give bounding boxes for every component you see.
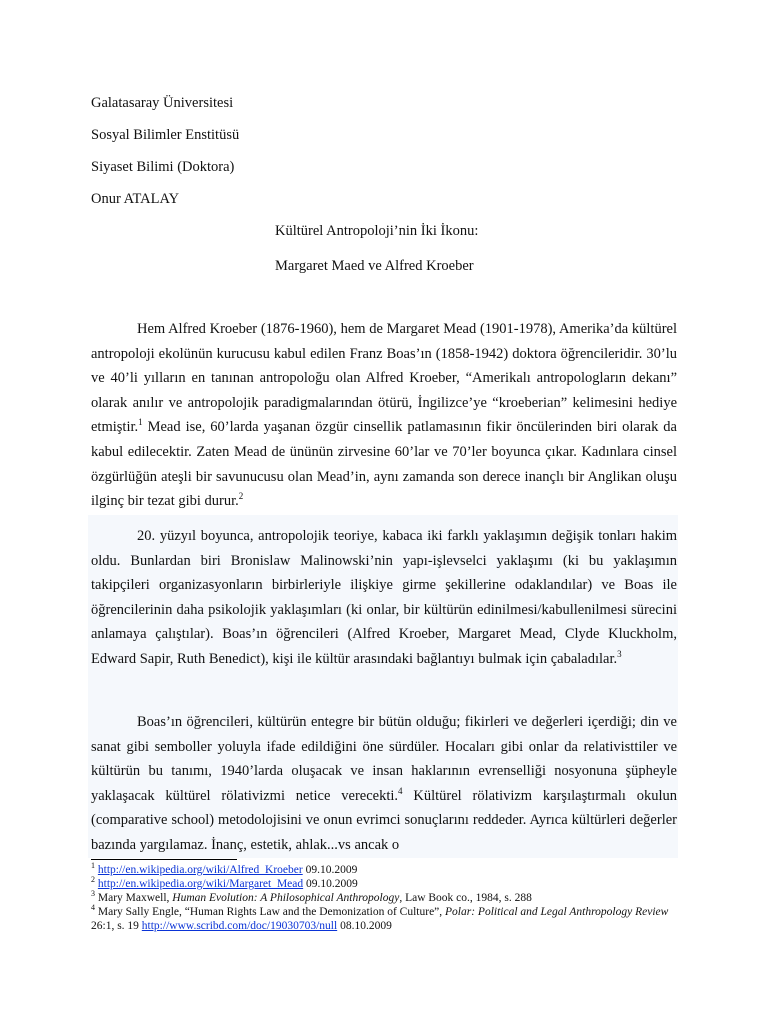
footnote-4: $^4$ Mary Sally Engle, “Human Rights Law and the Demonization of Culture”, Polar: Political and Legal Anthropology Review 26:1, s. 19 http://www.scribd.com/doc/19030703/null 08.10.2009 xyxy=(91,903,669,932)
footnote-3: $^3$ Mary Maxwell, Human Evolution: A Philosophical Anthropology, Law Book co., 1984, s. 288 xyxy=(91,889,532,904)
footnote-ref-4[interactable]: 4 xyxy=(398,785,403,796)
footnote-4-link[interactable]: http://www.scribd.com/doc/19030703/null xyxy=(141,919,338,932)
footnote-2-link[interactable]: http://en.wikipedia.org/wiki/Margaret_Mead xyxy=(97,878,304,890)
author-name: Onur ATALAY xyxy=(91,191,180,207)
footnote-1: $^1$ http://en.wikipedia.org/wiki/Alfred_Kroeber 09.10.2009 xyxy=(91,861,358,876)
institute-name: Sosyal Bilimler Enstitüsü xyxy=(91,127,240,143)
footnote-1-link[interactable]: http://en.wikipedia.org/wiki/Alfred_Kroeber xyxy=(97,864,303,876)
paragraph-1: Hem Alfred Kroeber (1876-1960), hem de Margaret Mead (1901-1978), Amerika’da kültürel antropoloji ekolünün kurucusu kabul edilen Franz Boas’ın (1858-1942) doktora öğrencileridir. 30’lu ve 40’li yılların en tanınan antropoloğu olan Alfred Kroeber, “Amerikalı antropologların dekanı” olarak anılır ve antropolojik paradigmalarından ötürü, İngilizce’ye “kroeberian” kelimesini hediye etmiştir.$^1$ Mead ise, 60’larda yaşanan özgür cinsellik patlamasının fikir öncülerinden biri olarak da kabul edilecektir. Zaten Mead de ününün zirvesine 60’lar ve 70’ler boyunca çıkar. Kadınlara cinsel özgürlüğün ateşli bir savunucusu olan Mead’in, aynı zamanda son derece inançlı bir Anglikan oluşu ilginç bir tezat gibi durur.$^2$ xyxy=(91,321,677,510)
university-name: Galatasaray Üniversitesi xyxy=(91,95,234,111)
footnote-ref-2[interactable]: 2 xyxy=(238,491,244,502)
paragraph-3: Boas’ın öğrencileri, kültürün entegre bir bütün olduğu; fikirleri ve değerleri içerdiği; din ve sanat gibi semboller yoluyla ifade edildiğini öne sürdüler. Hocaları gibi onlar da relativisttiler ve kültürün bu tanımı, 1940’larda oluşacak ve insan haklarının evrenselliği nosyonuna şüpheyle yaklaşacak kültürel rölativizmi netice verecekti.$^4$ Kültürel rölativizm karşılaştırmalı okulun (comparative school) metodolojisini ve onun evrimci sonuçlarını reddeder. Ayrıca kültürleri değerler bazında yargılamaz. İnanç, estetik, ahlak...vs ancak o xyxy=(91,714,677,853)
paragraph-2: 20. yüzyıl boyunca, antropolojik teoriye, kabaca iki farklı yaklaşımın değişik tonları hakim oldu. Bunlardan biri Bronislaw Malinowski’nin yapı-işlevselci yaklaşımı (ki bu yaklaşımın takipçileri organizasyonların birbirleriyle ilişkiye girme şekillerine odaklandılar) ve Boas ile öğrencilerinin daha psikolojik yaklaşımları (ki onlar, bir kültürün edinilmesi/kabullenilmesi sürecini anlamaya çalıştılar). Boas’ın öğrencileri (Alfred Kroeber, Margaret Mead, Clyde Kluckholm, Edward Sapir, Ruth Benedict), kişi ile kültür arasındaki bağlantıyı bulmak için çabaladılar.$^3$ xyxy=(91,528,677,667)
footnote-divider xyxy=(91,859,237,860)
title-line-1: Kültürel Antropoloji’nin İki İkonu: xyxy=(275,223,479,239)
footnote-ref-3[interactable]: 3 xyxy=(617,649,622,660)
title-line-2: Margaret Maed ve Alfred Kroeber xyxy=(275,258,474,274)
department-name: Siyaset Bilimi (Doktora) xyxy=(91,159,235,175)
footnote-2: $^2$ http://en.wikipedia.org/wiki/Margaret_Mead 09.10.2009 xyxy=(91,875,358,890)
footnote-ref-1[interactable]: 1 xyxy=(138,417,143,428)
